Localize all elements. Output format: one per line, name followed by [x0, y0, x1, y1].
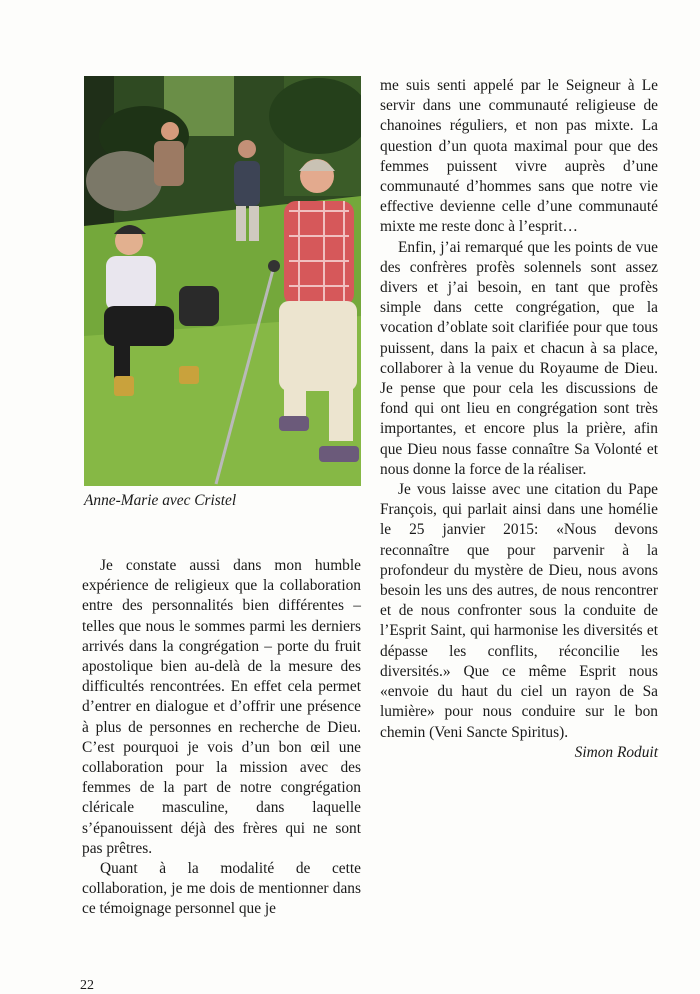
paragraph: me suis senti appelé par le Seigneur à Le servir dans une communauté religieuse de chanoines réguliers, et non pas mixte. La question d’un quota maximal pour que des femmes puissent vivre auprès d’une communauté d’hommes sans que notre vie effective devienne celle d’une communauté mixte me reste donc à l’esprit… — [380, 77, 658, 236]
photo-caption: Anne-Marie avec Cristel — [84, 492, 237, 509]
right-column — [380, 76, 658, 763]
photo-two-women-on-hillside — [84, 76, 361, 486]
paragraph: Je vous laisse avec une citation du Pape François, qui parlait ainsi dans une homélie le 25 janvier 2015: «Nous devons reconnaître que pour parvenir à la profondeur du mystère de Dieu, nous avons besoin les uns des autres, de nous rencontrer et de nous confronter sous la conduite de l’Esprit Saint, qui harmonise les diversités et dépasse les conflits, réconcilie les diversités.» Que ce même Esprit nous «envoie du haut du ciel un rayon de Sa lumière» pour nous conduire sur le bon chemin (Veni Sancte Spiritus). — [380, 481, 658, 741]
left-column — [82, 556, 361, 920]
paragraph: Je constate aussi dans mon humble expérience de religieux que la collaboration entre des personnalités bien différentes – telles que nous le sommes parmi les derniers arrivés dans la congrégation – porte du fruit apostolique bien au-delà de la mesure des difficultés rencontrées. En effet cela permet d’entrer en dialogue et d’offrir une présence à plus de personnes en recherche de Dieu. C’est pourquoi je vois d’un bon œil une collaboration pour la mission avec des femmes de la part de notre congrégation cléricale masculine, dans laquelle s’épanouissent déjà des frères qui ne sont pas prêtres. — [82, 557, 361, 857]
paragraph: Enfin, j’ai remarqué que les points de vue des confrères profès solennels sont assez divers et j’ai besoin, en tant que profès simple dans cette congrégation, que la vocation d’oblate soit clarifiée pour que tous puissent, dans la paix et chacun à sa place, collaborer à la venue du Royaume de Dieu. Je pense que pour cela les discussions de fond qui ont lieu en congrégation sont très importantes, et encore plus la prière, afin que Dieu nous fasse connaître Sa Volonté et nous donne la force de la réaliser. — [380, 238, 658, 478]
paragraph: Quant à la modalité de cette collaboration, je me dois de mentionner dans ce témoignage personnel que je — [82, 860, 361, 918]
page-number: 22 — [80, 978, 94, 993]
author-signature: Simon Roduit — [574, 743, 658, 761]
